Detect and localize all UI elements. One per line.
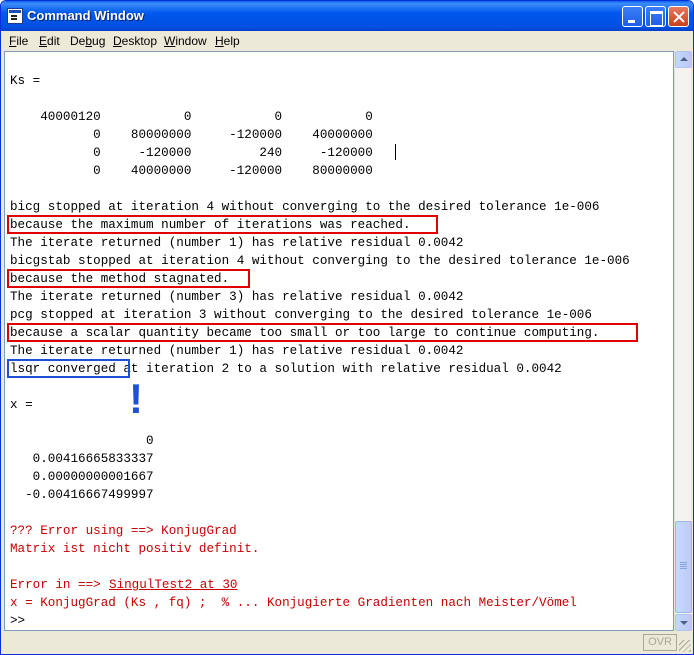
vertical-scrollbar[interactable] [674,51,691,631]
window-icon [7,8,23,24]
output-line: lsqr converged at iteration 2 to a solution with relative residual 0.0042 [10,362,562,376]
vector-row: 0 [10,434,154,448]
menu-desktop[interactable]: Desktop [113,34,158,48]
highlight-box-red [7,215,438,234]
matrix-row: 40000120 0 0 0 [10,110,373,124]
highlight-box-blue [7,359,130,378]
error-line: Matrix ist nicht positiv definit. [10,542,260,556]
scroll-up-button[interactable] [675,51,692,68]
menu-help[interactable]: Help [215,34,240,48]
resize-grip-icon[interactable] [679,640,691,652]
highlight-box-red [7,323,638,342]
close-button[interactable] [668,6,689,27]
matrix-row: 0 80000000 -120000 40000000 [10,128,373,142]
matrix-row: 0 40000000 -120000 80000000 [10,164,373,178]
output-line: bicgstab stopped at iteration 4 without converging to the desired tolerance 1e-006 [10,254,630,268]
window-title: Command Window [27,8,144,23]
output-line: The iterate returned (number 1) has relative residual 0.0042 [10,236,464,250]
exclamation-mark: ! [129,375,143,422]
console-output[interactable] [4,51,674,631]
output-line: because a scalar quantity became too small or too large to continue computing. [10,326,600,340]
menu-debug[interactable]: Debug [70,34,106,48]
vector-row: 0.00416665833337 [10,452,154,466]
status-bar [1,632,693,654]
menu-window[interactable]: Window [164,34,207,48]
menu-edit[interactable]: Edit [39,34,60,48]
ovr-indicator: OVR [643,634,677,651]
scroll-thumb[interactable] [675,521,692,613]
highlight-box-red [7,269,250,288]
output-line: because the method stagnated. [10,272,230,286]
scroll-down-button[interactable] [675,614,692,631]
title-bar[interactable] [1,1,693,31]
vector-row: 0.00000000001667 [10,470,154,484]
output-line: because the maximum number of iterations was reached. [10,218,411,232]
command-prompt[interactable]: >> [10,614,26,628]
menu-file[interactable]: File [9,34,29,48]
output-line: Ks = [10,74,41,88]
error-line: ??? Error using ==> KonjugGrad [10,524,237,538]
error-source-link[interactable]: SingulTest2 at 30 [109,578,238,592]
text-caret [395,144,396,160]
output-line: pcg stopped at iteration 3 without converging to the desired tolerance 1e-006 [10,308,592,322]
output-line: The iterate returned (number 1) has relative residual 0.0042 [10,344,464,358]
minimize-button[interactable] [622,6,643,27]
menu-bar [1,31,693,50]
output-line: bicg stopped at iteration 4 without converging to the desired tolerance 1e-006 [10,200,600,214]
maximize-button[interactable] [645,6,666,27]
error-line: x = KonjugGrad (Ks , fq) ; % ... Konjugierte Gradienten nach Meister/Vömel [10,596,577,610]
error-line: Error in ==> [10,578,109,592]
output-line: The iterate returned (number 3) has relative residual 0.0042 [10,290,464,304]
matrix-row: 0 -120000 240 -120000 [10,146,373,160]
output-line: x = [10,398,33,412]
vector-row: -0.00416667499997 [10,488,154,502]
